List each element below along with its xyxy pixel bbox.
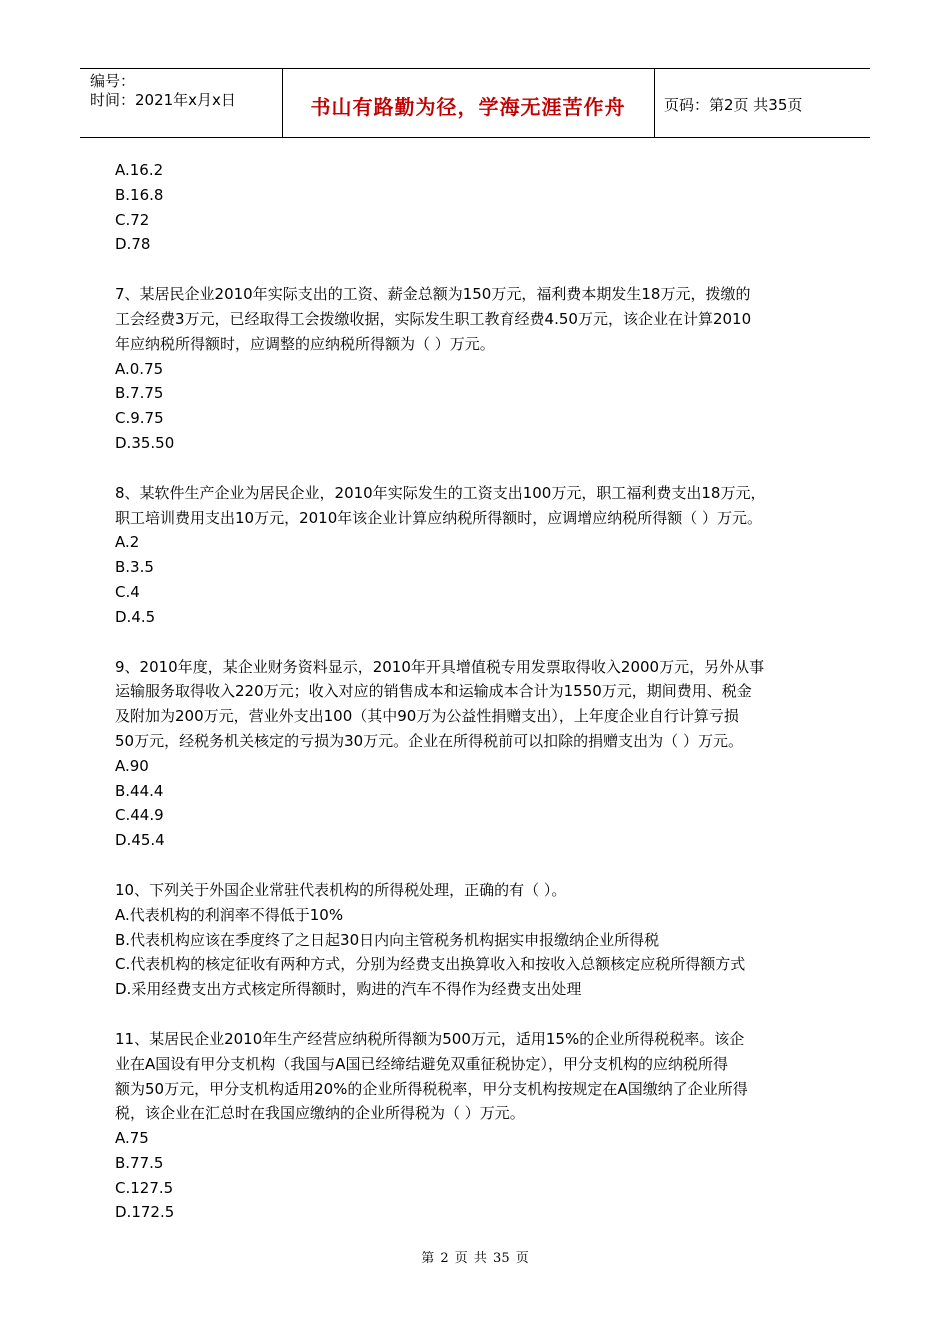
- question-stem-line: 及附加为200万元，营业外支出100（其中90万为公益性捐赠支出），上年度企业自行计算亏损: [115, 707, 739, 726]
- page-info: 页码：第2页 共35页: [664, 96, 803, 114]
- option: B.16.8: [115, 185, 164, 204]
- motto-text: 书山有路勤为径，学海无涯苦作舟: [310, 95, 626, 119]
- question-stem-line: 工会经费3万元，已经取得工会拨缴收据，实际发生职工教育经费4.50万元，该企业在计算2010: [115, 309, 752, 328]
- question-stem-line: 运输服务取得收入220万元；收入对应的销售成本和运输成本合计为1550万元，期间费用、税金: [115, 682, 752, 701]
- question-stem-line: 11、某居民企业2010年生产经营应纳税所得额为500万元，适用15%的企业所得税税率。该企: [115, 1029, 745, 1048]
- option: A.0.75: [115, 359, 164, 378]
- option: D.4.5: [115, 607, 156, 626]
- option: B.代表机构应该在季度终了之日起30日内向主管税务机构据实申报缴纳企业所得税: [115, 930, 660, 949]
- question-8: [115, 481, 835, 630]
- prev-question-options: [115, 158, 835, 257]
- question-9: [115, 655, 835, 853]
- option: B.7.75: [115, 384, 164, 403]
- header-meta-cell: [80, 69, 283, 137]
- question-stem-line: 9、2010年度，某企业财务资料显示，2010年开具增值税专用发票取得收入2000万元，另外从事: [115, 657, 765, 676]
- question-content: [115, 158, 835, 1225]
- code-label: 编号：: [90, 72, 136, 90]
- option: D.172.5: [115, 1203, 175, 1222]
- option: C.127.5: [115, 1178, 174, 1197]
- question-stem-line: 业在A国设有甲分支机构（我国与A国已经缔结避免双重征税协定），甲分支机构的应纳税所得: [115, 1054, 729, 1073]
- question-stem-line: 年应纳税所得额时，应调整的应纳税所得额为（ ）万元。: [115, 334, 495, 353]
- option: C.72: [115, 210, 150, 229]
- option: A.16.2: [115, 161, 164, 179]
- option: C.代表机构的核定征收有两种方式，分别为经费支出换算收入和按收入总额核定应税所得额方式: [115, 955, 746, 974]
- question-stem-line: 7、某居民企业2010年实际支出的工资、薪金总额为150万元，福利费本期发生18万元，拨缴的: [115, 285, 751, 304]
- option: D.35.50: [115, 433, 175, 452]
- option: C.44.9: [115, 806, 164, 825]
- option: B.3.5: [115, 558, 154, 577]
- option: D.45.4: [115, 831, 165, 850]
- option: B.77.5: [115, 1153, 164, 1172]
- header-page-cell: [654, 69, 870, 137]
- question-stem-line: 税，该企业在汇总时在我国应缴纳的企业所得税为（ ）万元。: [115, 1104, 525, 1123]
- option: A.2: [115, 533, 140, 552]
- option: A.90: [115, 756, 149, 775]
- question-stem-line: 职工培训费用支出10万元，2010年该企业计算应纳税所得额时，应调增应纳税所得额（ ）万元。: [115, 508, 763, 527]
- option: D.采用经费支出方式核定所得额时，购进的汽车不得作为经费支出处理: [115, 980, 582, 999]
- question-stem-line: 8、某软件生产企业为居民企业，2010年实际发生的工资支出100万元，职工福利费支出18万元，: [115, 483, 766, 502]
- question-10: [115, 878, 835, 1002]
- question-11: [115, 1027, 835, 1225]
- option: C.9.75: [115, 409, 164, 428]
- header-motto-cell: [282, 69, 655, 137]
- page-header: [80, 68, 870, 138]
- option: A.75: [115, 1129, 149, 1148]
- question-stem-line: 50万元，经税务机关核定的亏损为30万元。企业在所得税前可以扣除的捐赠支出为（ ）万元。: [115, 731, 743, 750]
- date-label: 时间：2021年x月x日: [90, 91, 236, 109]
- question-7: [115, 282, 835, 456]
- option: B.44.4: [115, 781, 164, 800]
- option: D.78: [115, 235, 151, 254]
- option: C.4: [115, 582, 140, 601]
- option: A.代表机构的利润率不得低于10%: [115, 905, 344, 924]
- question-stem-line: 10、下列关于外国企业常驻代表机构的所得税处理，正确的有（ ）。: [115, 880, 567, 899]
- page-footer: 第 2 页 共 35 页: [421, 1251, 529, 1266]
- question-stem-line: 额为50万元，甲分支机构适用20%的企业所得税税率，甲分支机构按规定在A国缴纳了企业所得: [115, 1079, 748, 1098]
